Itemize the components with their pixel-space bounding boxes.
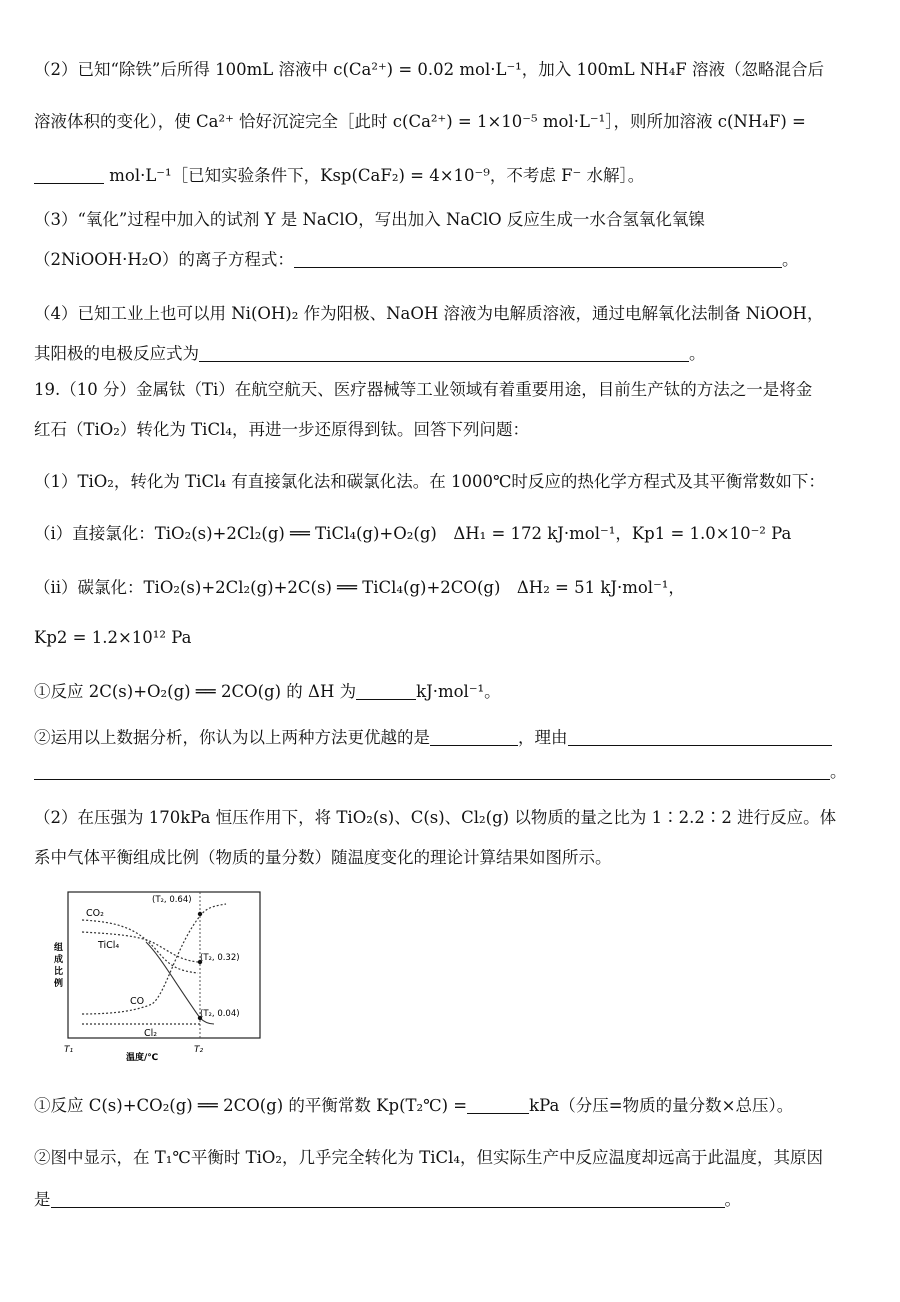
q19-1-sub2: ②运用以上数据分析，你认为以上两种方法更优越的是 ，理由	[34, 726, 870, 750]
answer-blank-delta-h[interactable]	[356, 681, 416, 700]
q3-line-1: （3）“氧化”过程中加入的试剂 Y 是 NaClO，写出加入 NaClO 反应生成一水合氢氧化氧镍	[34, 210, 705, 229]
point-064	[198, 912, 202, 916]
label-co2: CO₂	[86, 908, 104, 919]
q19-2-sub2: ②图中显示，在 T₁℃平衡时 TiO₂，几乎完全转化为 TiCl₄，但实际生产中反应温度却远高于此温度，其原因	[34, 1148, 824, 1167]
answer-blank-anode-reaction[interactable]	[199, 343, 689, 362]
q19-1-sub2-cont: 。	[34, 760, 870, 784]
answer-blank-reason-1[interactable]	[568, 727, 832, 746]
q2-line-1: （2）已知“除铁”后所得 100mL 溶液中 c(Ca²⁺) = 0.02 mol·L⁻¹，加入 100mL NH₄F 溶液（忽略混合后	[34, 60, 825, 79]
q2-line-2: 溶液体积的变化），使 Ca²⁺ 恰好沉淀完全［此时 c(Ca²⁺) = 1×10⁻⁵ mol·L⁻¹］，则所加溶液 c(NH₄F) =	[34, 112, 806, 131]
q19-intro-1: 19.（10 分）金属钛（Ti）在航空航天、医疗器械等工业领域有着重要用途，目前生产钛的方法之一是将金	[34, 380, 813, 399]
q19-1-intro: （1）TiO₂，转化为 TiCl₄ 有直接氯化法和碳氯化法。在 1000℃时反应的热化学方程式及其平衡常数如下：	[34, 472, 825, 491]
answer-blank-nh4f[interactable]	[34, 165, 104, 184]
q19-intro-2: 红石（TiO₂）转化为 TiCl₄，再进一步还原得到钛。回答下列问题：	[34, 420, 529, 439]
q4-line-1: （4）已知工业上也可以用 Ni(OH)₂ 作为阳极、NaOH 溶液为电解质溶液，通过电解氧化法制备 NiOOH，	[34, 304, 824, 323]
answer-blank-method[interactable]	[430, 727, 518, 746]
answer-blank-reason-2[interactable]	[34, 761, 830, 780]
q19-1-sub1: ①反应 2C(s)+O₂(g) ══ 2CO(g) 的 ΔH 为 kJ·mol⁻¹。	[34, 682, 501, 701]
label-cl2: Cl₂	[144, 1028, 158, 1039]
answer-blank-cause[interactable]	[51, 1189, 725, 1208]
label-co: CO	[130, 996, 145, 1007]
q4-line-2: 其阳极的电极反应式为 。	[34, 344, 706, 363]
tick-t2: T₂	[194, 1045, 204, 1055]
q19-2-intro-2: 系中气体平衡组成比例（物质的量分数）随温度变化的理论计算结果如图所示。	[34, 848, 612, 867]
tick-t1: T₁	[64, 1045, 74, 1055]
label-ticl4: TiCl₄	[98, 940, 120, 951]
y-axis-char-1: 组	[54, 943, 64, 953]
y-axis-char-3: 比	[54, 967, 64, 977]
q19-2-sub2-cont: 是 。	[34, 1190, 741, 1209]
y-axis-char-2: 成	[54, 955, 64, 965]
x-axis-label: 温度/℃	[126, 1053, 159, 1063]
kp2-value: Kp2 = 1.2×10¹² Pa	[34, 628, 192, 647]
answer-blank-ion-equation[interactable]	[294, 249, 782, 268]
equilibrium-composition-figure	[48, 886, 268, 1064]
answer-blank-kp[interactable]	[467, 1095, 529, 1114]
y-axis-char-4: 例	[54, 979, 64, 989]
label-point-064: (T₂, 0.64)	[152, 895, 192, 905]
reaction-ii: （ⅱ）碳氯化：TiO₂(s)+2Cl₂(g)+2C(s) ══ TiCl₄(g)+2CO(g) ΔH₂ = 51 kJ·mol⁻¹，	[34, 578, 685, 597]
q3-line-2: （2NiOOH·H₂O）的离子方程式： 。	[34, 250, 799, 269]
q19-2-intro-1: （2）在压强为 170kPa 恒压作用下，将 TiO₂(s)、C(s)、Cl₂(g) 以物质的量之比为 1∶2.2∶2 进行反应。体	[34, 808, 837, 827]
q19-2-sub1: ①反应 C(s)+CO₂(g) ══ 2CO(g) 的平衡常数 Kp(T₂℃) = kPa（分压=物质的量分数×总压）。	[34, 1096, 794, 1115]
reaction-i: （ⅰ）直接氯化：TiO₂(s)+2Cl₂(g) ══ TiCl₄(g)+O₂(g) ΔH₁ = 172 kJ·mol⁻¹，Kp1 = 1.0×10⁻² Pa	[34, 524, 792, 543]
label-point-004: (T₂, 0.04)	[200, 1009, 240, 1019]
q2-line-3: mol·L⁻¹［已知实验条件下，Ksp(CaF₂) = 4×10⁻⁹，不考虑 F⁻ 水解］。	[34, 164, 870, 188]
label-point-032: (T₂, 0.32)	[200, 953, 240, 963]
